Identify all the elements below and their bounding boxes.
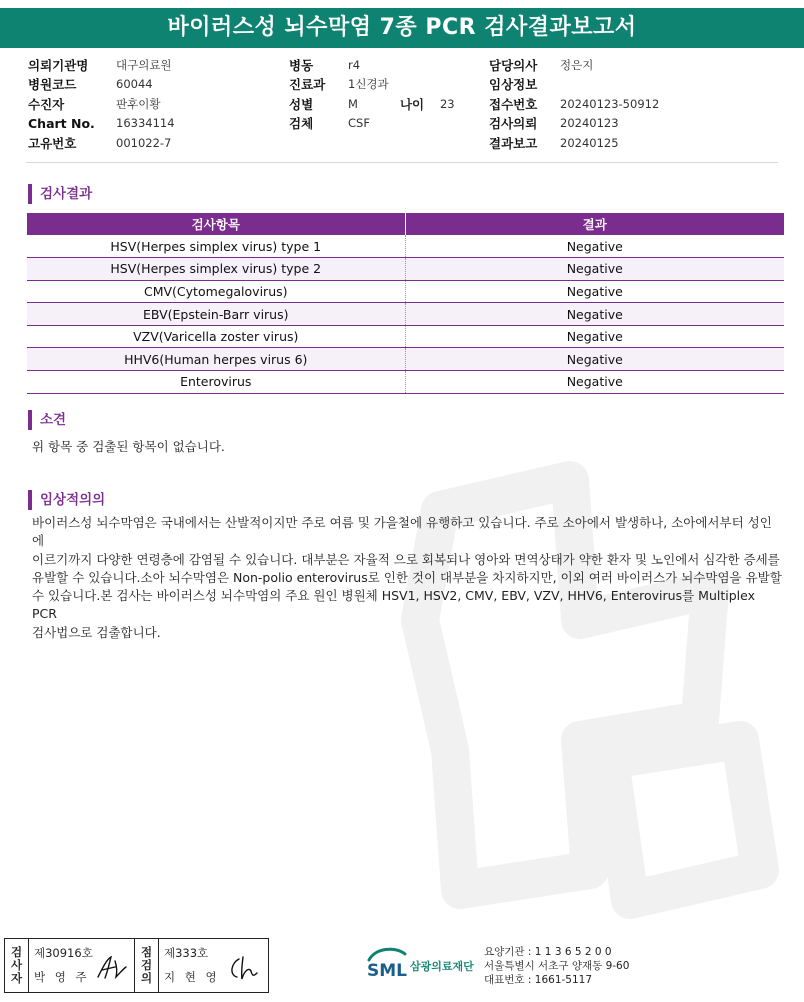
patient-info-right <box>489 55 659 153</box>
divider <box>26 162 778 163</box>
table-row <box>27 280 784 303</box>
info-value: 1신경과 <box>348 77 389 92</box>
tester-signature <box>95 953 129 981</box>
test-item: EBV(Epstein-Barr virus) <box>27 303 405 326</box>
info-label: Chart No. <box>28 115 95 131</box>
info-value: M <box>348 96 358 111</box>
test-item: VZV(Varicella zoster virus) <box>27 325 405 348</box>
info-label: 의뢰기관명 <box>28 57 89 73</box>
table-row <box>27 325 784 348</box>
test-item: CMV(Cytomegalovirus) <box>27 280 405 303</box>
info-label: 담당의사 <box>489 57 538 73</box>
test-result: Negative <box>405 235 784 258</box>
signature-box <box>4 938 269 993</box>
info-row <box>28 133 175 153</box>
confirmer-license-no: 제333호 <box>164 946 209 960</box>
footer-line: 서울특별시 서초구 양재동 9-60 <box>484 960 630 972</box>
info-value: 20240123 <box>560 116 619 131</box>
info-value: CSF <box>348 116 370 131</box>
confirmer-label <box>135 939 159 992</box>
tester-label-char: 검 <box>10 945 23 959</box>
info-value: 정은지 <box>560 57 594 72</box>
info-label: 진료과 <box>289 77 326 93</box>
clinical-section-title: 임상적의의 <box>28 490 105 510</box>
info-label: 병원코드 <box>28 77 77 93</box>
info-row <box>28 55 175 75</box>
confirmer-cell <box>159 939 268 992</box>
test-result: Negative <box>405 303 784 326</box>
info-row <box>289 75 455 95</box>
info-row <box>489 133 659 153</box>
test-result: Negative <box>405 280 784 303</box>
info-row <box>28 75 175 95</box>
info-row <box>489 114 659 134</box>
tester-license-no: 제30916호 <box>34 946 93 960</box>
info-label: 고유번호 <box>28 135 77 151</box>
test-item: HHV6(Human herpes virus 6) <box>27 348 405 371</box>
test-result: Negative <box>405 258 784 281</box>
info-value: 60044 <box>116 77 153 92</box>
info-row <box>28 94 175 114</box>
clinical-line: 유발할 수 있습니다.소아 뇌수막염은 Non-polio enterovirus로 인한 것이 대부분을 차지하지만, 이외 여러 바이러스가 뇌수막염을 유발할 <box>32 569 782 585</box>
info-row <box>489 55 659 75</box>
clinical-text <box>32 514 782 642</box>
results-table <box>27 213 784 394</box>
test-result: Negative <box>405 371 784 394</box>
opinion-text: 위 항목 중 검출된 항목이 없습니다. <box>32 439 225 454</box>
info-label: 성별 <box>289 96 314 112</box>
clinical-line: 수 있습니다.본 검사는 바이러스성 뇌수막염의 주요 원인 병원체 HSV1, HSV2, CMV, EBV, VZV, HHV6, Enterovirus를 Multiplex PCR <box>32 588 755 622</box>
footer-info <box>484 945 629 987</box>
logo-name: 삼광의료재단 <box>410 960 474 973</box>
tester-label <box>5 939 29 992</box>
tester-label-char: 자 <box>10 971 23 985</box>
info-value: 판후이황 <box>116 96 161 111</box>
info-value: r4 <box>348 57 361 72</box>
info-label: 병동 <box>289 57 314 73</box>
clinical-line: 검사법으로 검출합니다. <box>32 624 161 640</box>
info-label: 수진자 <box>28 96 65 112</box>
tester-cell <box>29 939 135 992</box>
info-label: 결과보고 <box>489 135 538 151</box>
info-label: 나이 <box>399 96 425 112</box>
column-header-result: 결과 <box>405 213 784 235</box>
info-value: 20240125 <box>560 135 619 150</box>
info-row <box>489 94 659 114</box>
confirmer-label-char: 검 <box>140 958 153 972</box>
clinical-line: 바이러스성 뇌수막염은 국내에서는 산발적이지만 주로 여름 및 가을철에 유행하고 있습니다. 주로 소아에서 발생하나, 소아에서부터 성인에 <box>32 515 772 549</box>
info-label: 접수번호 <box>489 96 538 112</box>
info-row <box>28 114 175 134</box>
confirmer-label-char: 점 <box>140 945 153 959</box>
info-label: 임상정보 <box>489 77 538 93</box>
table-header-row <box>27 213 784 235</box>
results-section-title: 검사결과 <box>28 184 92 204</box>
test-item: HSV(Herpes simplex virus) type 1 <box>27 235 405 258</box>
test-item: Enterovirus <box>27 371 405 394</box>
logo-mark-text: SML <box>367 961 407 981</box>
info-row <box>289 114 455 134</box>
table-row <box>27 303 784 326</box>
column-header-item: 검사항목 <box>27 213 405 235</box>
info-value: 대구의료원 <box>116 57 172 72</box>
watermark-logo <box>380 420 804 980</box>
patient-info-middle <box>289 55 455 133</box>
clinical-line: 이르기까지 다양한 연령층에 감염될 수 있습니다. 대부분은 자율적 으로 회복되나 영아와 면역상태가 약한 환자 및 노인에서 심각한 증세를 <box>32 551 780 567</box>
table-row <box>27 348 784 371</box>
footer-line: 대표번호 : 1661-5117 <box>484 974 593 986</box>
test-item: HSV(Herpes simplex virus) type 2 <box>27 258 405 281</box>
info-value: 16334114 <box>116 116 175 131</box>
confirmer-name: 지 현 영 <box>164 970 220 984</box>
table-row <box>27 258 784 281</box>
table-row <box>27 235 784 258</box>
info-row <box>289 55 455 75</box>
footer-line: 요양기관 : 1 1 3 6 5 2 0 0 <box>484 946 612 958</box>
table-row <box>27 371 784 394</box>
opinion-section-title: 소견 <box>28 410 66 430</box>
report-title: 바이러스성 뇌수막염 7종 PCR 검사결과보고서 <box>0 8 804 48</box>
patient-info-left <box>28 55 175 153</box>
info-label: 검체 <box>289 116 314 132</box>
confirmer-signature <box>225 953 259 981</box>
info-value: 23 <box>439 96 455 111</box>
tester-name: 박 영 주 <box>34 970 90 984</box>
confirmer-label-char: 의 <box>140 971 153 985</box>
tester-label-char: 사 <box>10 958 23 972</box>
test-result: Negative <box>405 348 784 371</box>
info-row <box>289 94 455 114</box>
test-result: Negative <box>405 325 784 348</box>
info-label: 검사의뢰 <box>489 116 538 132</box>
info-value: 001022-7 <box>116 135 172 150</box>
info-value: 20240123-50912 <box>560 96 660 111</box>
info-row <box>489 75 659 95</box>
